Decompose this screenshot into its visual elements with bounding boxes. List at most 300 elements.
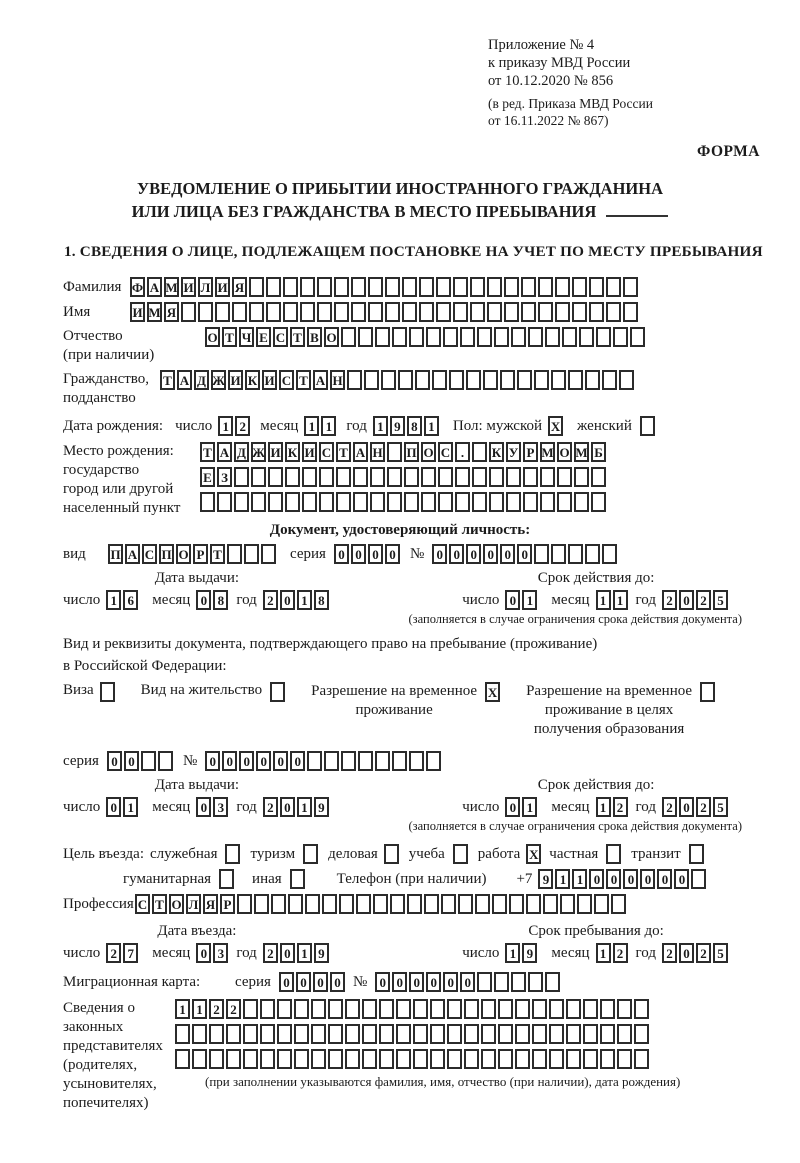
char-box[interactable]: 5 (713, 590, 728, 610)
char-box[interactable]: 2 (613, 797, 628, 817)
char-box[interactable] (453, 302, 468, 322)
char-box[interactable]: 0 (679, 943, 694, 963)
char-box[interactable] (232, 302, 247, 322)
char-box[interactable] (288, 894, 303, 914)
char-box[interactable] (158, 751, 173, 771)
char-box[interactable] (243, 1049, 258, 1069)
char-box[interactable] (509, 894, 524, 914)
char-box[interactable]: 2 (696, 943, 711, 963)
char-box[interactable]: 0 (273, 751, 288, 771)
char-box[interactable] (345, 999, 360, 1019)
char-box[interactable]: 0 (196, 590, 211, 610)
char-box[interactable] (475, 894, 490, 914)
char-box[interactable]: 0 (256, 751, 271, 771)
char-box[interactable]: X (548, 416, 563, 436)
char-box[interactable]: 0 (674, 869, 689, 889)
char-box[interactable] (362, 1024, 377, 1044)
char-box[interactable] (500, 370, 515, 390)
char-box[interactable]: 1 (297, 590, 312, 610)
char-box[interactable] (426, 751, 441, 771)
char-box[interactable]: X (526, 844, 541, 864)
char-box[interactable] (251, 492, 266, 512)
char-box[interactable]: 1 (373, 416, 388, 436)
char-box[interactable] (266, 277, 281, 297)
char-box[interactable]: И (268, 442, 283, 462)
char-box[interactable] (311, 999, 326, 1019)
char-box[interactable] (402, 302, 417, 322)
char-box[interactable] (385, 277, 400, 297)
char-box[interactable] (617, 1024, 632, 1044)
char-box[interactable] (336, 467, 351, 487)
char-box[interactable] (640, 416, 655, 436)
char-box[interactable]: 0 (505, 590, 520, 610)
char-box[interactable] (328, 1024, 343, 1044)
char-box[interactable] (270, 682, 285, 702)
char-box[interactable]: И (302, 442, 317, 462)
char-box[interactable]: Р (193, 544, 208, 564)
char-box[interactable]: 1 (218, 416, 233, 436)
char-box[interactable]: 0 (449, 544, 464, 564)
char-box[interactable]: 2 (613, 943, 628, 963)
char-box[interactable] (619, 370, 634, 390)
char-box[interactable] (243, 1024, 258, 1044)
char-box[interactable]: 1 (192, 999, 207, 1019)
char-box[interactable] (517, 370, 532, 390)
char-box[interactable] (511, 972, 526, 992)
char-box[interactable] (373, 894, 388, 914)
char-box[interactable]: 0 (606, 869, 621, 889)
char-box[interactable]: 9 (390, 416, 405, 436)
char-box[interactable]: А (217, 442, 232, 462)
char-box[interactable] (566, 1024, 581, 1044)
char-box[interactable] (521, 277, 536, 297)
char-box[interactable]: 0 (280, 590, 295, 610)
char-box[interactable]: 2 (696, 797, 711, 817)
char-box[interactable]: 1 (522, 590, 537, 610)
char-box[interactable] (266, 302, 281, 322)
char-box[interactable]: 1 (596, 943, 611, 963)
char-box[interactable]: С (279, 370, 294, 390)
char-box[interactable]: 1 (596, 590, 611, 610)
char-box[interactable] (175, 1024, 190, 1044)
char-box[interactable]: Н (370, 442, 385, 462)
char-box[interactable]: С (438, 442, 453, 462)
char-box[interactable]: 1 (321, 416, 336, 436)
char-box[interactable]: 9 (522, 943, 537, 963)
char-box[interactable]: С (142, 544, 157, 564)
char-box[interactable] (387, 442, 402, 462)
char-box[interactable] (351, 277, 366, 297)
char-box[interactable]: У (506, 442, 521, 462)
char-box[interactable] (623, 277, 638, 297)
char-box[interactable]: Д (194, 370, 209, 390)
char-box[interactable]: 0 (375, 972, 390, 992)
char-box[interactable] (560, 894, 575, 914)
char-box[interactable] (419, 302, 434, 322)
char-box[interactable] (506, 467, 521, 487)
char-box[interactable] (244, 544, 259, 564)
char-box[interactable] (470, 302, 485, 322)
char-box[interactable]: Б (591, 442, 606, 462)
char-box[interactable] (384, 844, 399, 864)
char-box[interactable]: И (228, 370, 243, 390)
char-box[interactable]: 2 (235, 416, 250, 436)
char-box[interactable]: Р (523, 442, 538, 462)
char-box[interactable] (526, 894, 541, 914)
char-box[interactable] (594, 894, 609, 914)
char-box[interactable] (234, 492, 249, 512)
char-box[interactable]: Д (234, 442, 249, 462)
char-box[interactable]: Т (336, 442, 351, 462)
char-box[interactable]: 1 (123, 797, 138, 817)
char-box[interactable] (402, 277, 417, 297)
char-box[interactable] (489, 467, 504, 487)
char-box[interactable]: 1 (297, 943, 312, 963)
char-box[interactable] (260, 999, 275, 1019)
char-box[interactable]: 7 (123, 943, 138, 963)
char-box[interactable] (634, 999, 649, 1019)
char-box[interactable]: Ч (239, 327, 254, 347)
char-box[interactable]: 0 (124, 751, 139, 771)
char-box[interactable] (198, 302, 213, 322)
char-box[interactable] (421, 492, 436, 512)
char-box[interactable] (305, 894, 320, 914)
char-box[interactable] (596, 327, 611, 347)
char-box[interactable] (227, 544, 242, 564)
char-box[interactable]: 0 (330, 972, 345, 992)
char-box[interactable] (260, 1024, 275, 1044)
char-box[interactable] (285, 492, 300, 512)
char-box[interactable] (483, 370, 498, 390)
char-box[interactable] (381, 370, 396, 390)
char-box[interactable] (455, 492, 470, 512)
char-box[interactable] (379, 1024, 394, 1044)
char-box[interactable] (351, 302, 366, 322)
char-box[interactable] (358, 751, 373, 771)
char-box[interactable]: 0 (460, 972, 475, 992)
char-box[interactable]: 0 (222, 751, 237, 771)
char-box[interactable] (549, 1049, 564, 1069)
char-box[interactable] (634, 1024, 649, 1044)
char-box[interactable]: А (313, 370, 328, 390)
char-box[interactable]: 0 (106, 797, 121, 817)
char-box[interactable] (572, 277, 587, 297)
char-box[interactable]: 2 (263, 943, 278, 963)
char-box[interactable]: О (169, 894, 184, 914)
char-box[interactable] (319, 467, 334, 487)
char-box[interactable]: 1 (175, 999, 190, 1019)
char-box[interactable] (481, 999, 496, 1019)
char-box[interactable]: П (404, 442, 419, 462)
char-box[interactable] (583, 1024, 598, 1044)
char-box[interactable]: 9 (314, 797, 329, 817)
char-box[interactable]: А (353, 442, 368, 462)
char-box[interactable] (307, 751, 322, 771)
char-box[interactable] (557, 467, 572, 487)
char-box[interactable]: 0 (500, 544, 515, 564)
char-box[interactable] (528, 972, 543, 992)
char-box[interactable] (551, 544, 566, 564)
char-box[interactable]: К (285, 442, 300, 462)
char-box[interactable]: Л (198, 277, 213, 297)
char-box[interactable] (192, 1049, 207, 1069)
char-box[interactable] (574, 492, 589, 512)
char-box[interactable] (555, 277, 570, 297)
char-box[interactable]: М (147, 302, 162, 322)
char-box[interactable] (324, 751, 339, 771)
char-box[interactable] (404, 492, 419, 512)
char-box[interactable] (300, 277, 315, 297)
char-box[interactable] (438, 467, 453, 487)
char-box[interactable] (407, 894, 422, 914)
char-box[interactable]: 1 (106, 590, 121, 610)
char-box[interactable]: 0 (432, 544, 447, 564)
char-box[interactable] (549, 1024, 564, 1044)
char-box[interactable]: 2 (226, 999, 241, 1019)
char-box[interactable] (583, 1049, 598, 1069)
char-box[interactable] (515, 1049, 530, 1069)
char-box[interactable] (600, 1024, 615, 1044)
char-box[interactable] (568, 370, 583, 390)
char-box[interactable]: Т (290, 327, 305, 347)
char-box[interactable] (572, 302, 587, 322)
char-box[interactable] (209, 1024, 224, 1044)
char-box[interactable] (347, 370, 362, 390)
char-box[interactable]: 1 (555, 869, 570, 889)
char-box[interactable] (277, 999, 292, 1019)
char-box[interactable]: О (421, 442, 436, 462)
char-box[interactable] (602, 544, 617, 564)
char-box[interactable]: 1 (424, 416, 439, 436)
char-box[interactable]: . (455, 442, 470, 462)
char-box[interactable] (404, 467, 419, 487)
char-box[interactable] (464, 1049, 479, 1069)
char-box[interactable]: Л (186, 894, 201, 914)
char-box[interactable] (447, 1049, 462, 1069)
char-box[interactable] (426, 327, 441, 347)
char-box[interactable]: 2 (662, 590, 677, 610)
char-box[interactable]: М (574, 442, 589, 462)
char-box[interactable] (385, 302, 400, 322)
char-box[interactable] (345, 1024, 360, 1044)
char-box[interactable] (545, 972, 560, 992)
char-box[interactable] (413, 1049, 428, 1069)
char-box[interactable]: Я (203, 894, 218, 914)
char-box[interactable] (562, 327, 577, 347)
char-box[interactable]: О (557, 442, 572, 462)
char-box[interactable] (277, 1049, 292, 1069)
char-box[interactable] (271, 894, 286, 914)
char-box[interactable] (328, 1049, 343, 1069)
char-box[interactable] (379, 999, 394, 1019)
char-box[interactable]: 2 (263, 797, 278, 817)
char-box[interactable]: Я (232, 277, 247, 297)
char-box[interactable] (532, 1049, 547, 1069)
char-box[interactable] (302, 492, 317, 512)
char-box[interactable] (441, 894, 456, 914)
char-box[interactable] (453, 844, 468, 864)
char-box[interactable] (353, 467, 368, 487)
char-box[interactable] (390, 894, 405, 914)
char-box[interactable]: 0 (409, 972, 424, 992)
char-box[interactable]: 0 (426, 972, 441, 992)
char-box[interactable]: 3 (213, 943, 228, 963)
char-box[interactable] (219, 869, 234, 889)
char-box[interactable] (472, 467, 487, 487)
char-box[interactable]: 1 (596, 797, 611, 817)
char-box[interactable] (430, 999, 445, 1019)
char-box[interactable]: И (215, 277, 230, 297)
char-box[interactable]: З (217, 467, 232, 487)
char-box[interactable] (396, 1024, 411, 1044)
char-box[interactable] (379, 1049, 394, 1069)
char-box[interactable]: П (159, 544, 174, 564)
char-box[interactable]: 5 (713, 797, 728, 817)
char-box[interactable] (294, 999, 309, 1019)
char-box[interactable] (466, 370, 481, 390)
char-box[interactable] (364, 370, 379, 390)
char-box[interactable] (396, 999, 411, 1019)
char-box[interactable] (358, 327, 373, 347)
char-box[interactable] (387, 492, 402, 512)
char-box[interactable]: 0 (623, 869, 638, 889)
char-box[interactable]: 2 (662, 943, 677, 963)
char-box[interactable] (634, 1049, 649, 1069)
char-box[interactable] (566, 1049, 581, 1069)
char-box[interactable]: 9 (538, 869, 553, 889)
char-box[interactable] (375, 327, 390, 347)
char-box[interactable] (290, 869, 305, 889)
char-box[interactable]: 0 (280, 943, 295, 963)
char-box[interactable] (341, 751, 356, 771)
char-box[interactable]: 1 (572, 869, 587, 889)
char-box[interactable]: О (205, 327, 220, 347)
char-box[interactable] (470, 277, 485, 297)
char-box[interactable] (268, 467, 283, 487)
char-box[interactable] (339, 894, 354, 914)
char-box[interactable] (577, 894, 592, 914)
char-box[interactable]: Ф (130, 277, 145, 297)
char-box[interactable]: Р (220, 894, 235, 914)
char-box[interactable] (458, 894, 473, 914)
char-box[interactable] (443, 327, 458, 347)
char-box[interactable]: Ж (251, 442, 266, 462)
char-box[interactable]: И (130, 302, 145, 322)
char-box[interactable]: 2 (263, 590, 278, 610)
char-box[interactable] (602, 370, 617, 390)
char-box[interactable] (523, 492, 538, 512)
char-box[interactable] (453, 277, 468, 297)
char-box[interactable] (334, 302, 349, 322)
char-box[interactable] (504, 277, 519, 297)
char-box[interactable] (430, 1024, 445, 1044)
char-box[interactable] (294, 1024, 309, 1044)
char-box[interactable]: Н (330, 370, 345, 390)
char-box[interactable]: 0 (679, 590, 694, 610)
char-box[interactable]: 0 (334, 544, 349, 564)
char-box[interactable] (472, 442, 487, 462)
char-box[interactable]: 0 (640, 869, 655, 889)
char-box[interactable]: Т (152, 894, 167, 914)
char-box[interactable] (234, 467, 249, 487)
char-box[interactable] (600, 999, 615, 1019)
char-box[interactable] (460, 327, 475, 347)
char-box[interactable] (261, 544, 276, 564)
char-box[interactable] (334, 277, 349, 297)
char-box[interactable] (534, 370, 549, 390)
char-box[interactable] (534, 544, 549, 564)
char-box[interactable] (464, 999, 479, 1019)
char-box[interactable]: С (135, 894, 150, 914)
char-box[interactable]: 0 (351, 544, 366, 564)
char-box[interactable] (370, 492, 385, 512)
char-box[interactable] (487, 277, 502, 297)
char-box[interactable] (498, 1049, 513, 1069)
char-box[interactable] (487, 302, 502, 322)
char-box[interactable] (591, 467, 606, 487)
char-box[interactable] (538, 302, 553, 322)
char-box[interactable]: 2 (106, 943, 121, 963)
char-box[interactable] (438, 492, 453, 512)
char-box[interactable]: О (324, 327, 339, 347)
char-box[interactable] (303, 844, 318, 864)
char-box[interactable]: 0 (290, 751, 305, 771)
char-box[interactable] (532, 1024, 547, 1044)
char-box[interactable] (341, 327, 356, 347)
char-box[interactable] (436, 277, 451, 297)
char-box[interactable] (579, 327, 594, 347)
char-box[interactable]: 9 (314, 943, 329, 963)
char-box[interactable] (606, 302, 621, 322)
char-box[interactable] (591, 492, 606, 512)
char-box[interactable]: Т (222, 327, 237, 347)
char-box[interactable]: А (125, 544, 140, 564)
char-box[interactable] (606, 844, 621, 864)
char-box[interactable] (481, 1049, 496, 1069)
char-box[interactable] (617, 999, 632, 1019)
char-box[interactable]: Ж (211, 370, 226, 390)
char-box[interactable] (600, 1049, 615, 1069)
char-box[interactable] (268, 492, 283, 512)
char-box[interactable] (583, 999, 598, 1019)
char-box[interactable] (100, 682, 115, 702)
char-box[interactable] (396, 1049, 411, 1069)
char-box[interactable] (387, 467, 402, 487)
char-box[interactable] (311, 1049, 326, 1069)
char-box[interactable] (504, 302, 519, 322)
char-box[interactable]: 8 (314, 590, 329, 610)
char-box[interactable] (623, 302, 638, 322)
char-box[interactable] (543, 894, 558, 914)
char-box[interactable] (617, 1049, 632, 1069)
char-box[interactable] (362, 1049, 377, 1069)
char-box[interactable]: 3 (213, 797, 228, 817)
char-box[interactable] (375, 751, 390, 771)
char-box[interactable] (585, 370, 600, 390)
char-box[interactable] (345, 1049, 360, 1069)
char-box[interactable]: М (164, 277, 179, 297)
char-box[interactable] (317, 277, 332, 297)
char-box[interactable] (392, 327, 407, 347)
char-box[interactable]: 0 (505, 797, 520, 817)
char-box[interactable]: 0 (368, 544, 383, 564)
char-box[interactable]: 8 (407, 416, 422, 436)
char-box[interactable] (447, 1024, 462, 1044)
char-box[interactable]: 0 (385, 544, 400, 564)
char-box[interactable] (498, 999, 513, 1019)
char-box[interactable]: 0 (313, 972, 328, 992)
char-box[interactable] (398, 370, 413, 390)
